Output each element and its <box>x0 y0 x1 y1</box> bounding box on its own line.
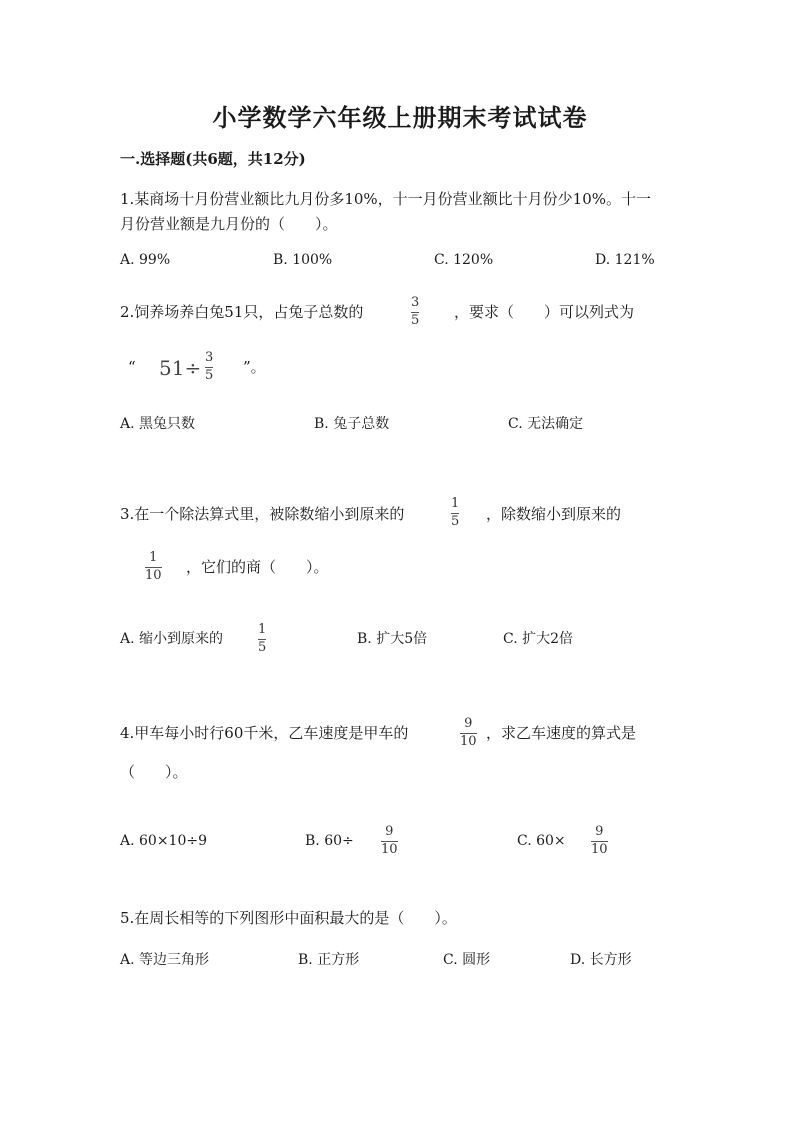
q2-stem-part2: ，要求（ ）可以列式为 <box>454 303 635 321</box>
fraction-numerator: 3 <box>411 295 420 310</box>
fraction-denominator: 5 <box>258 640 267 655</box>
q1-option-b: B. 100% <box>273 252 333 268</box>
fraction-denominator: 5 <box>205 368 214 383</box>
q4-stem-part2: ，求乙车速度的算式是 <box>486 724 637 742</box>
fraction-denominator: 10 <box>460 734 477 749</box>
q3-stem-fraction-2 <box>145 551 162 583</box>
q3-stem-part1: 3.在一个除法算式里，被除数缩小到原来的 <box>120 505 405 523</box>
fraction-numerator: 1 <box>258 622 267 637</box>
q1-option-d: D. 121% <box>595 252 655 268</box>
page-title: 小学数学六年级上册期末考试试卷 <box>212 103 588 132</box>
q2-expression-fraction <box>205 351 213 383</box>
q4-option-a: A. 60×10÷9 <box>120 833 208 849</box>
q2-quote-open: “ <box>128 358 136 376</box>
fraction-numerator: 3 <box>205 350 214 365</box>
q4-stem-fraction <box>460 717 477 749</box>
q5-option-c: C. 圆形 <box>443 952 491 968</box>
q3-stem-part2: ，除数缩小到原来的 <box>486 505 622 523</box>
q1-stem-line2: 月份营业额是九月份的（ ）。 <box>120 215 338 233</box>
q5-option-b: B. 正方形 <box>298 952 360 968</box>
q2-option-a: A. 黑兔只数 <box>120 416 196 432</box>
q4-option-b: B. 60÷ <box>305 833 354 849</box>
q2-stem-fraction <box>411 296 419 328</box>
q4-option-c: C. 60× <box>517 833 566 849</box>
fraction-denominator: 10 <box>381 842 398 857</box>
q5-option-d: D. 长方形 <box>570 952 632 968</box>
fraction-numerator: 9 <box>385 824 394 839</box>
q1-stem-line1: 1.某商场十月份营业额比九月份多10%，十一月份营业额比十月份少10%。十一 <box>120 190 651 208</box>
fraction-numerator: 1 <box>451 496 460 511</box>
fraction-numerator: 9 <box>464 716 473 731</box>
q2-option-c: C. 无法确定 <box>508 416 584 432</box>
q3-option-b: B. 扩大5倍 <box>357 631 428 647</box>
q4-stem-line2: （ ）。 <box>120 763 188 781</box>
section-heading: 一.选择题(共6题，共12分) <box>120 150 306 168</box>
q2-option-b: B. 兔子总数 <box>314 416 390 432</box>
fraction-denominator: 5 <box>451 514 460 529</box>
q3-option-a: A. 缩小到原来的 <box>120 631 224 647</box>
q4-stem-part1: 4.甲车每小时行60千米，乙车速度是甲车的 <box>120 724 409 742</box>
q4-option-c-fraction <box>591 825 608 857</box>
q5-stem-line1: 5.在周长相等的下列图形中面积最大的是（ ）。 <box>120 909 457 927</box>
fraction-numerator: 1 <box>149 550 158 565</box>
q2-quote-close: ”。 <box>243 358 266 376</box>
q3-option-a-fraction <box>258 623 266 655</box>
q5-option-a: A. 等边三角形 <box>120 952 210 968</box>
fraction-denominator: 10 <box>145 568 162 583</box>
q1-option-a: A. 99% <box>120 252 171 268</box>
fraction-denominator: 10 <box>591 842 608 857</box>
q2-stem-part1: 2.饲养场养白兔51只，占兔子总数的 <box>120 303 364 321</box>
q4-option-b-fraction <box>381 825 398 857</box>
q3-stem-part3: ，它们的商（ ）。 <box>186 558 329 576</box>
q1-option-c: C. 120% <box>434 252 494 268</box>
fraction-numerator: 9 <box>595 824 604 839</box>
fraction-denominator: 5 <box>411 313 420 328</box>
q2-expression-text: 51÷ <box>159 356 202 380</box>
q3-option-c: C. 扩大2倍 <box>503 631 574 647</box>
q3-stem-fraction-1 <box>451 497 459 529</box>
